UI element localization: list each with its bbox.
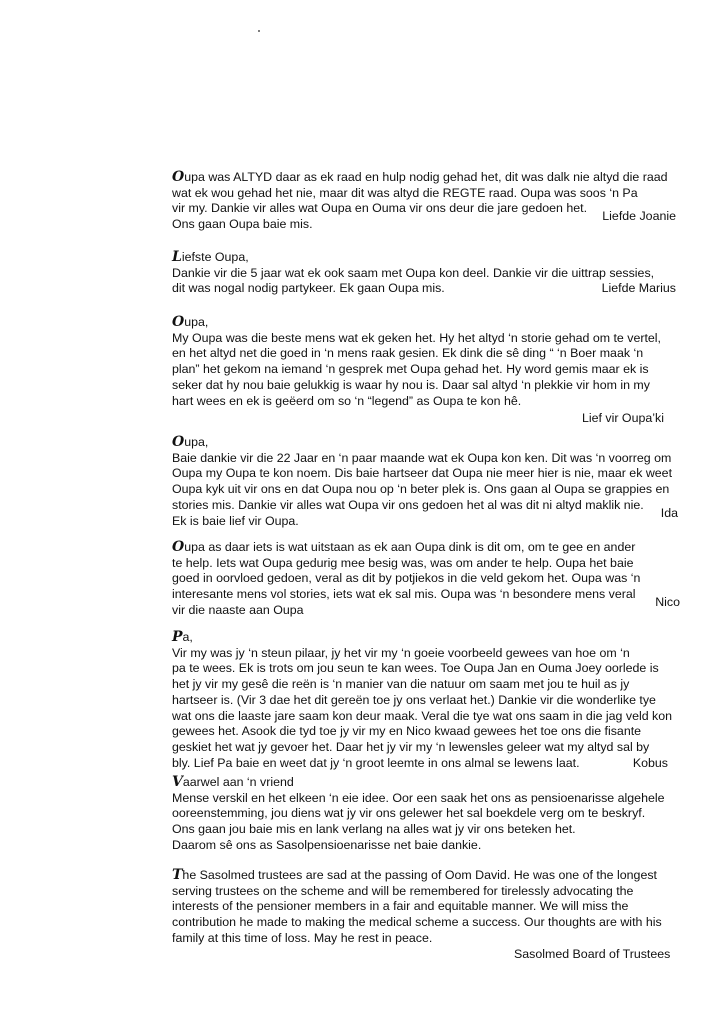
tribute-text-line: he Sasolmed trustees are sad at the passing of Oom David. He was one of the longest: [182, 868, 657, 882]
tribute-text-line: Mense verskil en het elkeen ‘n eie idee. Oor een saak het ons as pensioenarisse algehele: [172, 790, 665, 805]
tribute-kobus: [172, 630, 682, 771]
tribute-text-line: plan” het gekom na iemand ‘n gesprek met Oupa gehad het. Hy word gemis maar ek is: [172, 362, 649, 377]
tribute-text-line: hart wees en ek is geëerd om so ‘n “legend” as Oupa te kon hê.: [172, 393, 522, 408]
signature: Lief vir Oupa’ki: [582, 411, 664, 426]
tribute-text-line: Ons gaan jou baie mis en lank verlang na alles wat jy vir ons beteken het.: [172, 822, 576, 837]
tribute-text-line: Oupa kyk uit vir ons en dat Oupa nou op ‘n beter plek is. Ons gaan al Oupa se grappies en: [172, 482, 670, 497]
tribute-text-line: goed in oorvloed gedoen, veral as dit by potjiekos in die veld gekom het. Oupa was ‘n: [172, 571, 641, 586]
decorative-initial: P: [172, 629, 183, 645]
tribute-ida: [172, 435, 682, 529]
tribute-text-line: gewees het. Asook die tyd toe jy vir my en Nico kwaad gewees het toe ons die fisante: [172, 724, 642, 739]
tribute-text-line: seker dat hy nou baie gelukkig is waar hy nou is. Daar sal altyd ‘n plekkie vir hom in my: [172, 377, 650, 392]
tribute-marius: [172, 250, 682, 297]
tribute-text-line: Oupa my Oupa te kon noem. Dis baie hartseer dat Oupa nie meer hier is nie, maar ek weet: [172, 466, 673, 481]
tribute-text-line: het jy vir my gesê die reën is ‘n manier van die natuur om saam met jou te huil as jy: [172, 677, 630, 692]
decorative-initial: O: [172, 314, 185, 330]
tribute-text-line: aarwel aan ‘n vriend: [182, 775, 294, 789]
tribute-text-line: geskiet het wat jy gevoer het. Daar het jy vir my ‘n lewensles geleer wat my altyd sal by: [172, 739, 650, 754]
tribute-text-line: Vir my was jy ‘n steun pilaar, jy het vir my ‘n goeie voorbeeld gewees van hoe om ‘n: [172, 645, 630, 660]
tribute-text-line: dit was nogal nodig partykeer. Ek gaan Oupa mis.: [172, 281, 445, 296]
tribute-text-line: vir my. Dankie vir alles wat Oupa en Ouma vir ons deur die jare gedoen het.: [172, 201, 588, 216]
signature: Liefde Marius: [601, 281, 676, 296]
tribute-sasolmed: [172, 868, 682, 962]
tribute-text-line: Daarom sê ons as Sasolpensioenarisse net baie dankie.: [172, 837, 482, 852]
tribute-text-line: Dankie vir die 5 jaar wat ek ook saam met Oupa kon deel. Dankie vir die uittrap sessies,: [172, 265, 655, 280]
tribute-text-line: iefste Oupa,: [181, 250, 249, 264]
tribute-text-line: stories mis. Dankie vir alles wat Oupa vir ons gedoen het al was dit ni altyd maklik nie.: [172, 497, 644, 512]
tribute-joanie: [172, 170, 682, 233]
signature: Sasolmed Board of Trustees: [514, 946, 671, 961]
tribute-text-line: en het altyd net die goed in ‘n mens raak gesien. Ek dink die sê ding “ ‘n Boer maak ‘n: [172, 346, 644, 361]
tribute-text-line: serving trustees on the scheme and will be remembered for tirelessly advocating the: [172, 883, 634, 898]
tribute-text-line: interesante mens vol stories, iets wat ek sal mis. Oupa was ‘n besondere mens veral: [172, 587, 636, 602]
tribute-text-line: wat ons die laaste jare saam kon deur maak. Veral die tye wat ons saam in die jag veld kon: [172, 708, 673, 723]
tribute-text-line: upa,: [184, 315, 209, 329]
tribute-text-line: upa as daar iets is wat uitstaan as ek aan Oupa dink is dit om, om te gee en ander: [184, 540, 636, 554]
tribute-text-line: contribution he made to making the medical scheme a success. Our thoughts are with his: [172, 915, 662, 930]
decorative-initial: O: [172, 434, 185, 450]
signature: Liefde Joanie: [602, 209, 676, 224]
tribute-text-line: a,: [182, 630, 193, 644]
decorative-initial: O: [172, 539, 185, 555]
tribute-text-line: hartseer is. (Vir 3 dae het dit gereën toe jy ons verlaat het.) Dankie vir die wonderlike tye: [172, 692, 656, 707]
tribute-text-line: wat ek wou gehad het nie, maar dit was altyd die REGTE raad. Oupa was soos ‘n Pa: [172, 185, 638, 200]
tribute-text-line: upa was ALTYD daar as ek raad en hulp nodig gehad het, dit was dalk nie altyd die raad: [184, 170, 668, 184]
tribute-text-line: bly. Lief Pa baie en weet dat jy ‘n groot leemte in ons almal se lewens laat.: [172, 755, 580, 770]
tribute-text-line: pa te wees. Ek is trots om jou seun te kan wees. Toe Oupa Jan en Ouma Joey oorlede is: [172, 661, 659, 676]
decorative-initial: V: [172, 774, 183, 790]
tribute-text-line: interests of the pensioner members in a fair and equitable manner. We will miss the: [172, 899, 629, 914]
signature: Nico: [655, 594, 680, 609]
decorative-initial: L: [172, 249, 182, 265]
tribute-oupaki: [172, 315, 682, 427]
signature: Kobus: [632, 755, 668, 770]
tribute-text-line: Ons gaan Oupa baie mis.: [172, 217, 313, 232]
tribute-text-line: ooreenstemming, jou diens wat jy vir ons gelewer het sal boekdele verg om te beskryf.: [172, 806, 646, 821]
scan-speck: [258, 30, 260, 32]
tribute-text-line: family at this time of loss. May he rest in peace.: [172, 930, 433, 945]
signature: Ida: [660, 505, 678, 520]
tribute-text-line: My Oupa was die beste mens wat ek geken het. Hy het altyd ‘n storie gehad om te vertel,: [172, 330, 661, 345]
tribute-text-line: vir die naaste aan Oupa: [172, 602, 304, 617]
decorative-initial: O: [172, 169, 185, 185]
tribute-text-line: Baie dankie vir die 22 Jaar en ‘n paar maande wat ek Oupa kon ken. Dit was ‘n voorreg om: [172, 450, 672, 465]
tribute-text-line: te help. Iets wat Oupa gedurig mee besig was, was om ander te help. Oupa het baie: [172, 555, 634, 570]
tribute-nico: [172, 540, 682, 619]
tribute-text-line: Ek is baie lief vir Oupa.: [172, 513, 299, 528]
decorative-initial: T: [172, 867, 183, 883]
tribute-vaarwel: [172, 775, 682, 854]
tribute-text-line: upa,: [184, 435, 209, 449]
